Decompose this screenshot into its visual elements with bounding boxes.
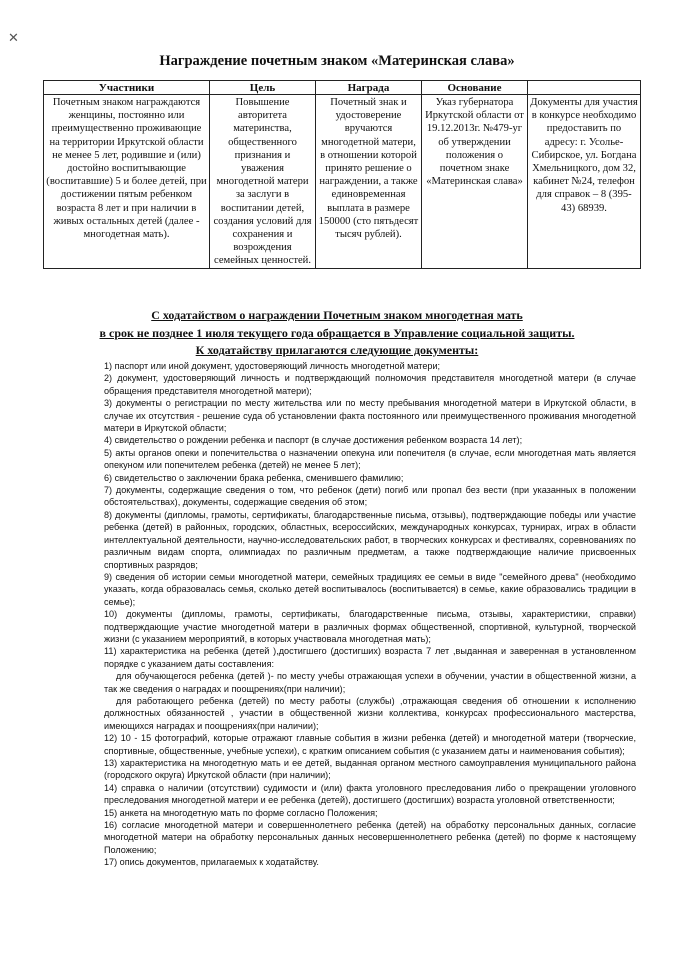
list-item: для обучающегося ребенка (детей )- по месту учебы отражающая успехи в обучении, участии в общественной жизни, а так же сведения о наградах и поощрениях(при наличии);	[104, 671, 636, 694]
list-item: 3) документы о регистрации по месту жительства или по месту пребывания многодетной матери в Иркутской области, в случае их отсутствия - решение суда об установлении факта постоянного или преимущественного проживания многодетной матери в Иркутской области;	[104, 398, 636, 434]
header-award: Награда	[316, 81, 422, 95]
award-info-table	[43, 80, 641, 269]
attachments-heading: К ходатайству прилагаются следующие документы:	[195, 343, 479, 357]
list-item: 17) опись документов, прилагаемых к ходатайству.	[104, 857, 319, 868]
list-item: 8) документы (дипломы, грамоты, сертификаты, благодарственные письма, отзывы), подтверждающие победы или участие ребенка (детей) в районных, городских, областных, всероссийских, международных конкурсах, турнирах, играх в области интеллектуальной деятельности, научно-исследовательских работ, в творческих конкурсах и фестивалях, соревнованиях по различным видам спорта, олимпиадах по различным предметам, а также подтверждающие наличие присвоенных спортивных разрядов;	[104, 509, 636, 570]
table-row	[44, 95, 641, 269]
petition-line-1: С ходатайством о награждении Почетным знаком многодетная мать	[151, 308, 523, 322]
cell-goal: Повышение авторитета материнства, общественного признания и уважения многодетной матери за заслуги в воспитании детей, создания условий для сохранения и возрождения семейных ценностей.	[210, 95, 316, 269]
header-basis: Основание	[422, 81, 528, 95]
documents-list	[104, 360, 636, 869]
list-item: 9) сведения об истории семьи многодетной матери, семейных традициях ее семьи в виде "семейного древа" (необходимо указать, когда образовалась семья, сколько детей воспитывалось (воспитывается) в семье, какие образовались традиции в семье);	[104, 571, 636, 607]
list-item: 10) документы (дипломы, грамоты, сертификаты, благодарственные письма, отзывы, характеристики, справки) подтверждающие участие многодетной матери в различных формах общественной, спортивной, культурной, творческой жизни (с указанием мероприятий, в которых участвовала многодетная мать);	[104, 609, 636, 644]
list-item: 7) документы, содержащие сведения о том, что ребенок (дети) погиб или пропал без вести (при указанных в положении обстоятельствах), документы, содержащие сведения об этом;	[104, 485, 636, 508]
page-title: Награждение почетным знаком «Материнская слава»	[159, 53, 515, 69]
cell-award: Почетный знак и удостоверение вручаются многодетной матери, в отношении которой принято решение о награждении, а также единовременная выплата в размере 150000 (сто пятьдесят тысяч рублей).	[316, 95, 422, 269]
list-item: 1) паспорт или иной документ, удостоверяющий личность многодетной матери;	[104, 361, 441, 371]
list-item: 15) анкета на многодетную мать по форме согласно Положения;	[104, 807, 378, 818]
list-item: 11) характеристика на ребенка (детей ),достигшего (достигших) возраста 7 лет ,выданная и заверенная в установленном порядке с указанием даты составления:	[104, 646, 636, 669]
header-documents	[528, 81, 641, 95]
list-item: для работающего ребенка (детей) по месту работы (службы) ,отражающая сведения об отношении к исполнению должностных обязанностей , участии в общественной жизни коллектива, конкурсах профессионального мастерства, имеющихся наградах и поощрениях(при наличии);	[104, 695, 636, 731]
list-item: 4) свидетельство о рождении ребенка и паспорт (в случае достижения ребенком возраста 14 лет);	[104, 435, 523, 446]
corner-mark: ✕	[8, 30, 19, 45]
list-item: 12) 10 - 15 фотографий, которые отражают главные события в жизни ребенка (детей) и многодетной матери (творческие, спортивные, общественные, учебные успехи), с кратким описанием события (с указанием даты и наименования события);	[104, 733, 636, 756]
cell-participants: Почетным знаком награждаются женщины, постоянно или преимущественно проживающие на территории Иркутской области не менее 5 лет, родившие и (или) достойно воспитывающие (воспитавшие) 5 и более детей, при достижении пятым ребенком возраста 8 лет и при наличии в живых остальных детей (далее - многодетная мать).	[44, 95, 210, 269]
petition-line-2: в срок не позднее 1 июля текущего года обращается в Управление социальной защиты.	[99, 326, 575, 340]
cell-documents-address: Документы для участия в конкурсе необходимо предоставить по адресу: г. Усолье-Сибирское, ул. Богдана Хмельницкого, дом 32, кабинет №24, телефон для справок – 8 (395-43) 68939.	[528, 95, 641, 269]
list-item: 14) справка о наличии (отсутствии) судимости и (или) факта уголовного преследования либо о прекращении уголовного преследования многодетной матери и ее ребенка (детей), достигшего (достигших) возраста уголовной ответственности;	[104, 782, 636, 806]
cell-basis: Указ губернатора Иркутской области от 19.12.2013г. №479-уг об утверждении положения о почетном знаке «Материнская слава»	[422, 95, 528, 269]
list-item: 2) документ, удостоверяющий личность и подтверждающий полномочия представителя многодетной матери (в случае обращения представителя многодетной матери);	[104, 373, 636, 396]
list-item: 5) акты органов опеки и попечительства о назначении опекуна или попечителя (в случае, если многодетная мать является опекуном или попечителем ребенка (детей) не менее 5 лет);	[104, 447, 636, 471]
table-header-row	[44, 81, 641, 95]
header-participants: Участники	[44, 81, 210, 95]
list-item: 13) характеристика на многодетную мать и ее детей, выданная органом местного самоуправления муниципального района (городского округа) Иркутской области (при наличии);	[104, 758, 636, 781]
list-item: 16) согласие многодетной матери и совершеннолетнего ребенка (детей) на обработку персональных данных, согласие многодетной матери на обработку персональных данных несовершеннолетнего ребенка (детей) по форме к настоящему Положению;	[104, 820, 636, 855]
list-item: 6) свидетельство о заключении брака ребенка, сменившего фамилию;	[104, 472, 404, 483]
header-goal: Цель	[210, 81, 316, 95]
